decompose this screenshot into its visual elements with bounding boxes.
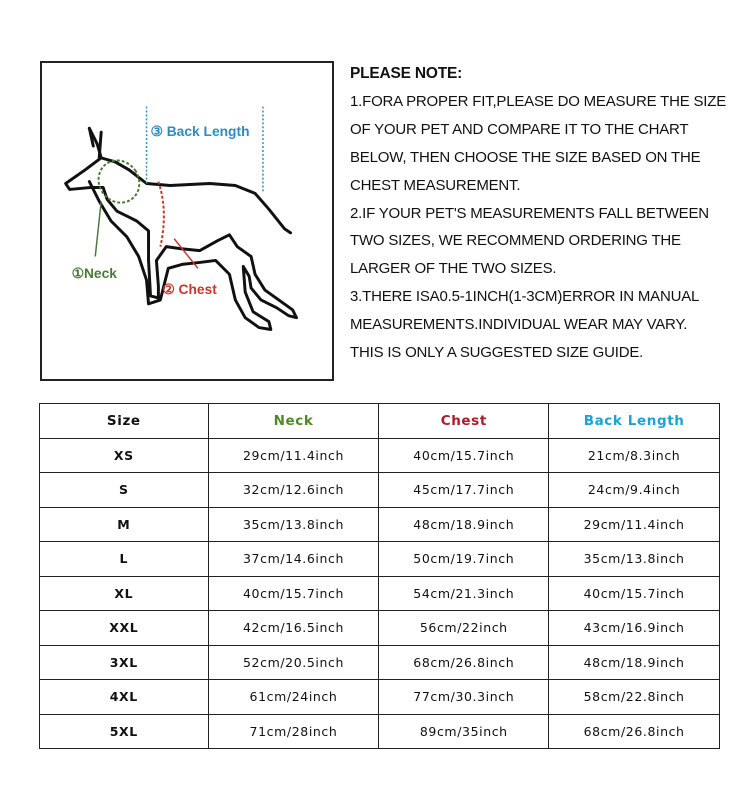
chest-cell: 77cm/30.3inch: [379, 680, 549, 715]
back-length-cell: 21cm/8.3inch: [549, 438, 720, 473]
neck-cell: 42cm/16.5inch: [208, 611, 379, 646]
neck-cell: 37cm/14.6inch: [208, 542, 379, 577]
neck-cell: 40cm/15.7inch: [208, 576, 379, 611]
table-row: [40, 542, 720, 577]
chest-measure-loop: [158, 182, 163, 247]
back-length-cell: 68cm/26.8inch: [549, 714, 720, 749]
note-line: BELOW, THEN CHOOSE THE SIZE BASED ON THE: [350, 148, 701, 166]
table-body: [40, 438, 720, 749]
back-length-cell: 40cm/15.7inch: [549, 576, 720, 611]
chest-cell: 56cm/22inch: [379, 611, 549, 646]
table-row: [40, 473, 720, 508]
table-row: [40, 611, 720, 646]
note-line: THIS IS ONLY A SUGGESTED SIZE GUIDE.: [350, 344, 644, 362]
table-row: [40, 576, 720, 611]
size-cell: 4XL: [40, 680, 209, 715]
chest-cell: 48cm/18.9inch: [379, 507, 549, 542]
size-cell: L: [40, 542, 209, 577]
neck-cell: 35cm/13.8inch: [208, 507, 379, 542]
dog-silhouette-diagram: [42, 63, 332, 379]
note-line: CHEST MEASUREMENT.: [350, 176, 521, 194]
note-line: 2.IF YOUR PET'S MEASUREMENTS FALL BETWEEN: [350, 204, 709, 222]
header-neck: Neck: [208, 404, 379, 439]
size-cell: 5XL: [40, 714, 209, 749]
note-line: 1.FORA PROPER FIT,PLEASE DO MEASURE THE SIZE: [350, 92, 727, 110]
size-cell: M: [40, 507, 209, 542]
note-title: PLEASE NOTE:: [350, 65, 463, 82]
table-header-row: [40, 404, 720, 439]
chest-cell: 89cm/35inch: [379, 714, 549, 749]
size-chart-table: [39, 403, 720, 749]
size-cell: XL: [40, 576, 209, 611]
back-length-cell: 24cm/9.4inch: [549, 473, 720, 508]
back-length-cell: 35cm/13.8inch: [549, 542, 720, 577]
note-line: TWO SIZES, WE RECOMMEND ORDERING THE: [350, 232, 681, 250]
chest-cell: 68cm/26.8inch: [379, 645, 549, 680]
size-cell: XXL: [40, 611, 209, 646]
table-row: [40, 645, 720, 680]
chest-label: ② Chest: [162, 281, 217, 297]
neck-pointer-line: [95, 201, 101, 256]
size-cell: XS: [40, 438, 209, 473]
please-note-section: [350, 60, 730, 367]
note-line: OF YOUR PET AND COMPARE IT TO THE CHART: [350, 120, 689, 138]
table-row: [40, 438, 720, 473]
header-back-length: Back Length: [549, 404, 720, 439]
table-row: [40, 507, 720, 542]
back-length-cell: 48cm/18.9inch: [549, 645, 720, 680]
dog-back-outline: [101, 158, 290, 233]
note-line: MEASUREMENTS.INDIVIDUAL WEAR MAY VARY.: [350, 316, 688, 334]
chest-cell: 40cm/15.7inch: [379, 438, 549, 473]
back-length-cell: 58cm/22.8inch: [549, 680, 720, 715]
table-row: [40, 680, 720, 715]
note-line: LARGER OF THE TWO SIZES.: [350, 260, 557, 278]
back-length-label: ③ Back Length: [150, 124, 250, 140]
chest-cell: 50cm/19.7inch: [379, 542, 549, 577]
neck-label: ①Neck: [71, 266, 117, 282]
neck-cell: 61cm/24inch: [208, 680, 379, 715]
note-line: 3.THERE ISA0.5-1INCH(1-3CM)ERROR IN MANUAL: [350, 288, 700, 306]
neck-cell: 29cm/11.4inch: [208, 438, 379, 473]
measurement-diagram: [40, 61, 334, 381]
back-length-cell: 29cm/11.4inch: [549, 507, 720, 542]
neck-cell: 71cm/28inch: [208, 714, 379, 749]
neck-cell: 52cm/20.5inch: [208, 645, 379, 680]
size-cell: 3XL: [40, 645, 209, 680]
header-chest: Chest: [379, 404, 549, 439]
chest-cell: 45cm/17.7inch: [379, 473, 549, 508]
neck-cell: 32cm/12.6inch: [208, 473, 379, 508]
size-cell: S: [40, 473, 209, 508]
table-row: [40, 714, 720, 749]
back-length-cell: 43cm/16.9inch: [549, 611, 720, 646]
header-size: Size: [40, 404, 209, 439]
chest-cell: 54cm/21.3inch: [379, 576, 549, 611]
